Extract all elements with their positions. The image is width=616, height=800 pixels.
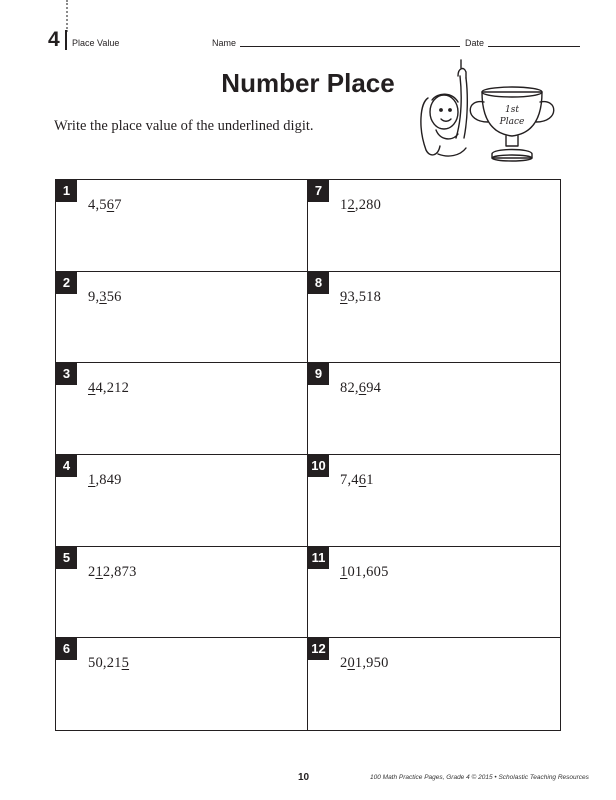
digits-after: 3,518 bbox=[347, 288, 382, 305]
name-label: Name bbox=[212, 38, 237, 48]
problem-number-badge: 10 bbox=[308, 455, 329, 477]
digits-after: 2,873 bbox=[102, 563, 137, 580]
underlined-digit: 2 bbox=[347, 197, 355, 213]
problem-number-badge: 7 bbox=[308, 180, 329, 202]
problem-number-badge: 12 bbox=[308, 638, 329, 660]
underlined-digit: 1 bbox=[340, 563, 348, 580]
problem-number-badge: 2 bbox=[56, 272, 77, 294]
digits-before: 50,21 bbox=[88, 655, 122, 672]
underlined-digit: 4 bbox=[88, 380, 96, 397]
problem-cell[interactable] bbox=[56, 180, 308, 272]
digits-after: ,849 bbox=[95, 471, 122, 488]
problem-cell[interactable] bbox=[308, 455, 560, 547]
digits-after: 4,212 bbox=[95, 380, 130, 397]
digits-after: 56 bbox=[106, 288, 122, 305]
problem-number-value bbox=[340, 197, 381, 214]
problem-grid bbox=[55, 179, 561, 731]
trophy-text-place: Place bbox=[499, 117, 525, 127]
digits-before: 7,4 bbox=[340, 471, 359, 488]
girl-face-icon bbox=[430, 95, 458, 129]
problem-number-value bbox=[88, 289, 122, 306]
page-title: Number Place bbox=[221, 68, 395, 98]
underlined-digit: 6 bbox=[358, 471, 367, 488]
problem-number-badge: 8 bbox=[308, 272, 329, 294]
underlined-digit: 6 bbox=[106, 197, 115, 213]
footer-credit: 100 Math Practice Pages, Grade 4 © 2015 • Scholastic Teaching Resources bbox=[370, 774, 589, 781]
underlined-digit: 0 bbox=[347, 655, 355, 672]
underlined-digit: 1 bbox=[88, 471, 96, 488]
underlined-digit: 3 bbox=[99, 288, 107, 305]
underlined-digit: 1 bbox=[95, 563, 103, 580]
trophy-girl-illustration bbox=[408, 58, 566, 170]
problem-number-value bbox=[88, 472, 122, 489]
problem-cell[interactable] bbox=[308, 180, 560, 272]
digits-after: ,280 bbox=[354, 197, 382, 213]
problem-cell[interactable] bbox=[308, 363, 560, 455]
digits-before: 1 bbox=[340, 197, 348, 213]
problem-number-value bbox=[340, 380, 381, 397]
problem-number-value bbox=[340, 564, 389, 581]
problem-cell[interactable] bbox=[56, 272, 308, 364]
problem-number-value bbox=[88, 655, 129, 672]
problem-cell[interactable] bbox=[308, 547, 560, 639]
digits-before: 4,5 bbox=[88, 197, 107, 213]
unit-number: 4 bbox=[48, 28, 60, 51]
digits-before: 2 bbox=[340, 655, 348, 672]
digits-before: 82, bbox=[340, 380, 359, 397]
problem-number-badge: 5 bbox=[56, 547, 77, 569]
underlined-digit: 5 bbox=[121, 655, 130, 672]
problem-number-value bbox=[340, 472, 374, 489]
problem-number-badge: 6 bbox=[56, 638, 77, 660]
digits-after: 94 bbox=[366, 380, 382, 397]
problem-number-badge: 9 bbox=[308, 363, 329, 385]
problem-number-badge: 11 bbox=[308, 547, 329, 569]
digits-after: 1 bbox=[366, 471, 374, 488]
underlined-digit: 9 bbox=[340, 288, 348, 305]
name-field[interactable] bbox=[240, 46, 460, 47]
instructions: Write the place value of the underlined digit. bbox=[54, 118, 314, 134]
page-number: 10 bbox=[298, 772, 310, 783]
problem-number-value bbox=[340, 655, 389, 672]
problem-number-badge: 3 bbox=[56, 363, 77, 385]
underlined-digit: 6 bbox=[358, 380, 367, 397]
problem-number-badge: 1 bbox=[56, 180, 77, 202]
problem-number-value bbox=[340, 289, 381, 306]
unit-title: Place Value bbox=[72, 38, 120, 48]
digits-before: 2 bbox=[88, 563, 96, 580]
digits-after: 1,950 bbox=[354, 655, 389, 672]
problem-cell[interactable] bbox=[56, 638, 308, 730]
problem-number-value bbox=[88, 197, 122, 214]
problem-cell[interactable] bbox=[308, 272, 560, 364]
problem-number-value bbox=[88, 380, 129, 397]
problem-cell[interactable] bbox=[56, 547, 308, 639]
problem-number-badge: 4 bbox=[56, 455, 77, 477]
problem-cell[interactable] bbox=[56, 363, 308, 455]
digits-after: 7 bbox=[114, 197, 122, 213]
dotted-margin-line bbox=[66, 0, 68, 32]
trophy-text-1st: 1st bbox=[505, 105, 519, 115]
digits-before: 9, bbox=[88, 288, 100, 305]
problem-cell[interactable] bbox=[308, 638, 560, 730]
digits-after: 01,605 bbox=[347, 563, 389, 580]
problem-number-value bbox=[88, 564, 137, 581]
unit-divider bbox=[65, 30, 67, 50]
date-field[interactable] bbox=[488, 46, 580, 47]
date-label: Date bbox=[465, 38, 485, 48]
problem-cell[interactable] bbox=[56, 455, 308, 547]
